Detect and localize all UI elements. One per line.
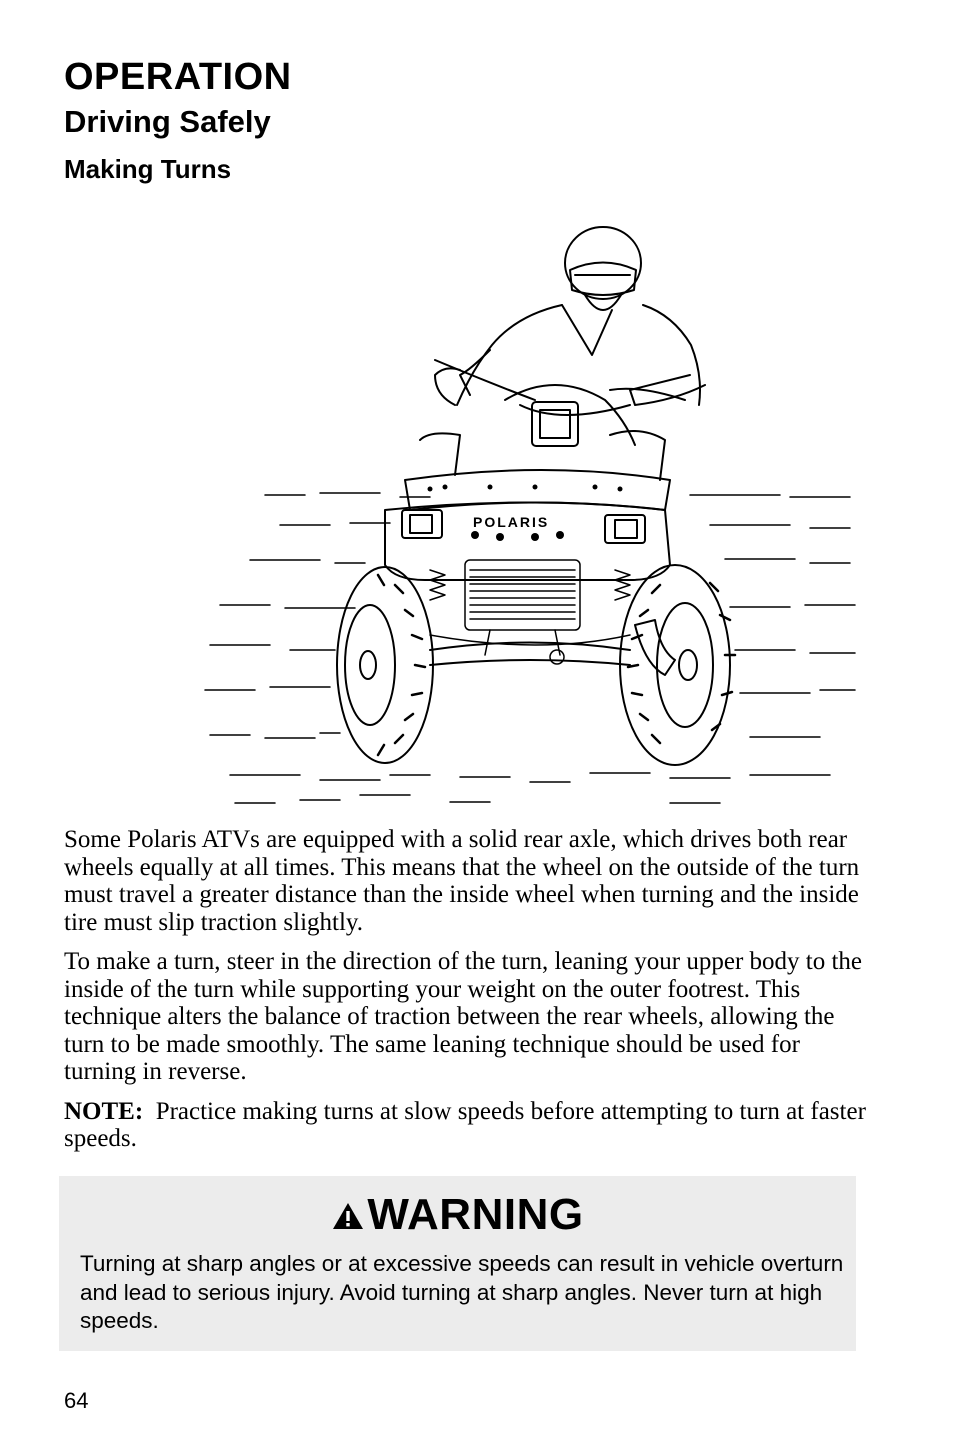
atv-axle [430, 643, 630, 666]
warning-title [59, 1190, 856, 1240]
page-number: 64 [64, 1388, 89, 1413]
body-text [64, 826, 870, 1165]
paragraph: Some Polaris ATVs are equipped with a solid rear axle, which drives both rear wheels equally at all times. This means that the wheel on the outside of the turn must travel a greater distance than the inside wheel when turning and the inside tire must slip traction slightly. [64, 826, 860, 936]
warning-box [59, 1176, 856, 1351]
section-title: OPERATION [64, 56, 292, 98]
warning-title-text: WARNING [367, 1190, 584, 1239]
subsection-title: Driving Safely [64, 104, 271, 139]
brand-label: POLARIS [473, 514, 550, 530]
atv-rider-illustration [190, 225, 870, 820]
right-wheel [620, 565, 735, 765]
atv-grille [430, 560, 630, 664]
note-label: NOTE: [64, 1097, 144, 1125]
left-wheel [337, 567, 433, 763]
note-text: Practice making turns at slow speeds before attempting to turn at faster speeds. [64, 1097, 866, 1152]
note [64, 1098, 870, 1153]
rider-helmet [565, 227, 641, 310]
atv-body [385, 431, 670, 580]
topic-title: Making Turns [64, 154, 232, 184]
ground-lines [205, 493, 855, 803]
warning-triangle-icon [331, 1192, 365, 1222]
paragraph: To make a turn, steer in the direction of the turn, leaning your upper body to the inside of the turn while supporting your weight on the outer footrest. This technique alters the balance of traction between the rear wheels, allowing the turn to be made smoothly. The same leaning technique should be used for turning in reverse. [64, 948, 863, 1085]
rider-body [435, 305, 705, 415]
suspension-springs [430, 570, 630, 600]
warning-text: Turning at sharp angles or at excessive speeds can result in vehicle overturn and lead to serious injury. Avoid turning at sharp angles. Never turn at high speeds. [80, 1251, 844, 1333]
